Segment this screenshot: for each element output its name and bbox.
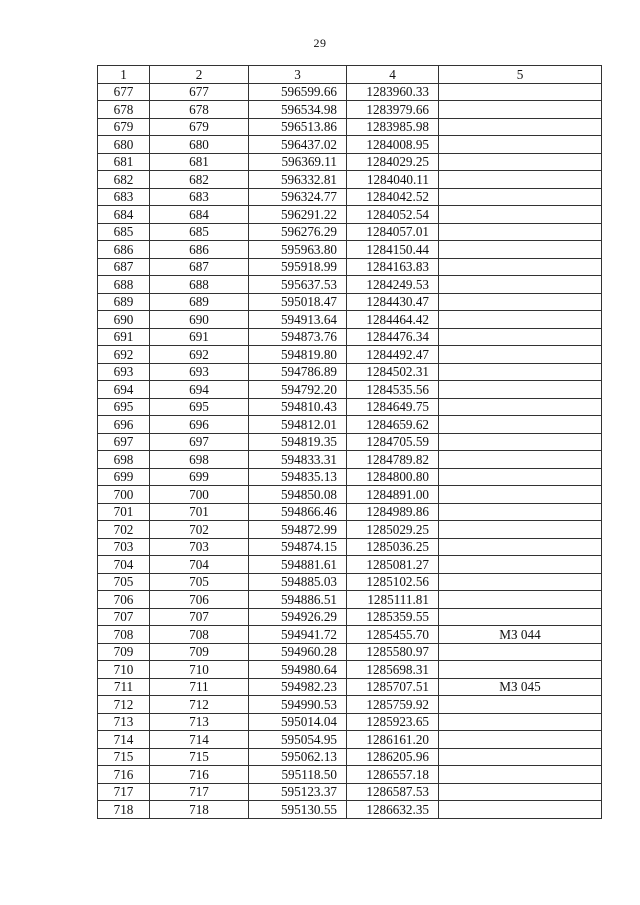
table-cell: 594850.08 (249, 486, 347, 504)
table-cell: 1284891.00 (347, 486, 439, 504)
table-cell: 594872.99 (249, 521, 347, 539)
table-cell: 710 (98, 661, 150, 679)
table-cell: 711 (150, 678, 249, 696)
table-cell: 704 (150, 556, 249, 574)
table-row (98, 783, 602, 801)
table-cell: 714 (98, 731, 150, 749)
table-cell: 677 (150, 83, 249, 101)
table-cell (439, 766, 602, 784)
table-cell: 717 (150, 783, 249, 801)
table-cell: 595018.47 (249, 293, 347, 311)
table-cell (439, 171, 602, 189)
table-cell: 679 (150, 118, 249, 136)
table-cell: 686 (150, 241, 249, 259)
table-cell: 718 (150, 801, 249, 819)
table-cell: 594873.76 (249, 328, 347, 346)
table-cell (439, 661, 602, 679)
table-cell: 595014.04 (249, 713, 347, 731)
table-row (98, 573, 602, 591)
table-cell: 595118.50 (249, 766, 347, 784)
table-cell (439, 486, 602, 504)
table-cell: 709 (150, 643, 249, 661)
table-cell: 1284476.34 (347, 328, 439, 346)
table-cell (439, 731, 602, 749)
table-cell (439, 801, 602, 819)
table-cell: 711 (98, 678, 150, 696)
table-cell: 677 (98, 83, 150, 101)
table-cell: 706 (150, 591, 249, 609)
table-cell (439, 783, 602, 801)
table-cell: 689 (98, 293, 150, 311)
table-cell: 685 (98, 223, 150, 241)
table-cell: 1283979.66 (347, 101, 439, 119)
table-cell (439, 556, 602, 574)
table-cell: 595918.99 (249, 258, 347, 276)
table-row (98, 713, 602, 731)
table-cell: 707 (150, 608, 249, 626)
table-row (98, 556, 602, 574)
table-cell: 682 (150, 171, 249, 189)
table-cell: 701 (98, 503, 150, 521)
table-cell: 596534.98 (249, 101, 347, 119)
table-cell (439, 346, 602, 364)
table-cell: 595130.55 (249, 801, 347, 819)
table-cell: 594812.01 (249, 416, 347, 434)
table-cell: 1284535.56 (347, 381, 439, 399)
table-cell: 594990.53 (249, 696, 347, 714)
table-cell: 1286587.53 (347, 783, 439, 801)
table-cell: 706 (98, 591, 150, 609)
table-cell: 1285707.51 (347, 678, 439, 696)
table-row (98, 398, 602, 416)
column-header: 3 (249, 66, 347, 84)
table-cell: 679 (98, 118, 150, 136)
table-cell: 594913.64 (249, 311, 347, 329)
table-cell: 1284502.31 (347, 363, 439, 381)
table-row (98, 521, 602, 539)
table-cell: 691 (98, 328, 150, 346)
table-cell: 697 (98, 433, 150, 451)
table-row (98, 591, 602, 609)
table-cell: 596513.86 (249, 118, 347, 136)
table-cell: 694 (150, 381, 249, 399)
table-cell: 594819.35 (249, 433, 347, 451)
table-cell: 695 (98, 398, 150, 416)
table-cell (439, 276, 602, 294)
table-cell: 687 (150, 258, 249, 276)
table-cell: 703 (98, 538, 150, 556)
table-cell: 700 (98, 486, 150, 504)
table-cell: 684 (98, 206, 150, 224)
table-cell (439, 118, 602, 136)
table-row (98, 643, 602, 661)
table-cell: 596332.81 (249, 171, 347, 189)
table-cell: 1284659.62 (347, 416, 439, 434)
table-cell: 1283985.98 (347, 118, 439, 136)
table-cell: 1284649.75 (347, 398, 439, 416)
table-cell: 688 (98, 276, 150, 294)
table-cell: 1284008.95 (347, 136, 439, 154)
table-row (98, 503, 602, 521)
table-cell: 594810.43 (249, 398, 347, 416)
table-row (98, 136, 602, 154)
table-cell: 594926.29 (249, 608, 347, 626)
table-cell: 681 (150, 153, 249, 171)
table-cell: 1285102.56 (347, 573, 439, 591)
table-cell: 697 (150, 433, 249, 451)
table-cell: 594792.20 (249, 381, 347, 399)
table-cell (439, 468, 602, 486)
table-cell: 684 (150, 206, 249, 224)
table-cell (439, 713, 602, 731)
table-cell (439, 381, 602, 399)
table-cell: 1284040.11 (347, 171, 439, 189)
table-cell: 717 (98, 783, 150, 801)
table-cell (439, 206, 602, 224)
column-header: 1 (98, 66, 150, 84)
table-cell: 693 (150, 363, 249, 381)
table-cell: 1285359.55 (347, 608, 439, 626)
table-row (98, 276, 602, 294)
table-cell: 1284163.83 (347, 258, 439, 276)
table-cell: 594885.03 (249, 573, 347, 591)
table-cell (439, 328, 602, 346)
table-row (98, 346, 602, 364)
table-cell: 1286632.35 (347, 801, 439, 819)
table-cell (439, 748, 602, 766)
table-cell: 678 (98, 101, 150, 119)
table-cell: 710 (150, 661, 249, 679)
table-cell: 1286205.96 (347, 748, 439, 766)
table-cell: 699 (150, 468, 249, 486)
table-cell: 702 (150, 521, 249, 539)
table-cell: 596276.29 (249, 223, 347, 241)
column-header: 2 (150, 66, 249, 84)
table-cell: 678 (150, 101, 249, 119)
table-cell: 718 (98, 801, 150, 819)
table-cell: 1284249.53 (347, 276, 439, 294)
table-cell: 693 (98, 363, 150, 381)
table-cell: 594874.15 (249, 538, 347, 556)
table-cell: 715 (150, 748, 249, 766)
table-cell: 1286557.18 (347, 766, 439, 784)
table-cell: 1284492.47 (347, 346, 439, 364)
table-cell (439, 433, 602, 451)
table-cell: 685 (150, 223, 249, 241)
table-row (98, 626, 602, 644)
table-cell (439, 223, 602, 241)
table-cell: 702 (98, 521, 150, 539)
table-row (98, 258, 602, 276)
table-cell: 594960.28 (249, 643, 347, 661)
table-cell (439, 451, 602, 469)
table-cell (439, 591, 602, 609)
table-cell: 683 (98, 188, 150, 206)
table-cell: 594881.61 (249, 556, 347, 574)
table-cell (439, 136, 602, 154)
table-row (98, 416, 602, 434)
table-cell: 595054.95 (249, 731, 347, 749)
column-header: 5 (439, 66, 602, 84)
table-cell: 594982.23 (249, 678, 347, 696)
table-cell: 713 (150, 713, 249, 731)
table-cell: 680 (150, 136, 249, 154)
table-row (98, 83, 602, 101)
table-cell (439, 416, 602, 434)
table-cell: 1284705.59 (347, 433, 439, 451)
table-row (98, 153, 602, 171)
table-cell: 691 (150, 328, 249, 346)
table-cell (439, 643, 602, 661)
table-row (98, 171, 602, 189)
table-cell: 692 (98, 346, 150, 364)
table-cell: 689 (150, 293, 249, 311)
table-cell (439, 538, 602, 556)
table-cell (439, 521, 602, 539)
table-cell: 596324.77 (249, 188, 347, 206)
table-cell (439, 696, 602, 714)
table-row (98, 748, 602, 766)
table-row (98, 223, 602, 241)
table-cell: 705 (98, 573, 150, 591)
table-cell: МЗ 045 (439, 678, 602, 696)
table-cell: 713 (98, 713, 150, 731)
table-cell: 1285036.25 (347, 538, 439, 556)
table-row (98, 241, 602, 259)
table-cell: 682 (98, 171, 150, 189)
table-row (98, 188, 602, 206)
table-cell: 1285081.27 (347, 556, 439, 574)
page-number: 29 (313, 36, 327, 50)
table-cell (439, 153, 602, 171)
table-cell: 1284430.47 (347, 293, 439, 311)
table-row (98, 118, 602, 136)
table-row (98, 433, 602, 451)
table-cell: 698 (150, 451, 249, 469)
table-cell: 698 (98, 451, 150, 469)
table-row (98, 206, 602, 224)
table-cell (439, 608, 602, 626)
table-cell (439, 83, 602, 101)
table-row (98, 661, 602, 679)
table-cell: 712 (98, 696, 150, 714)
table-cell: 714 (150, 731, 249, 749)
table-cell: 699 (98, 468, 150, 486)
table-row (98, 328, 602, 346)
table-row (98, 101, 602, 119)
table-cell: 594786.89 (249, 363, 347, 381)
table-cell: 594833.31 (249, 451, 347, 469)
table-cell: 1285111.81 (347, 591, 439, 609)
table-cell: 1285759.92 (347, 696, 439, 714)
table-cell: 1285029.25 (347, 521, 439, 539)
table-cell: 1285580.97 (347, 643, 439, 661)
table-cell: МЗ 044 (439, 626, 602, 644)
table-cell: 1284989.86 (347, 503, 439, 521)
table-row (98, 766, 602, 784)
table-cell: 594886.51 (249, 591, 347, 609)
table-cell (439, 258, 602, 276)
table-cell: 1284052.54 (347, 206, 439, 224)
table-cell: 1284800.80 (347, 468, 439, 486)
table-cell: 705 (150, 573, 249, 591)
table-cell: 595963.80 (249, 241, 347, 259)
table-cell: 1284057.01 (347, 223, 439, 241)
table-cell: 680 (98, 136, 150, 154)
column-header: 4 (347, 66, 439, 84)
table-cell: 595637.53 (249, 276, 347, 294)
table-cell (439, 363, 602, 381)
table-cell: 712 (150, 696, 249, 714)
table-cell: 707 (98, 608, 150, 626)
table-cell: 594941.72 (249, 626, 347, 644)
table-cell: 1284042.52 (347, 188, 439, 206)
table-cell: 692 (150, 346, 249, 364)
table-cell (439, 188, 602, 206)
table-cell: 596599.66 (249, 83, 347, 101)
table-cell: 709 (98, 643, 150, 661)
table-cell: 596369.11 (249, 153, 347, 171)
table-cell: 696 (150, 416, 249, 434)
table-row (98, 293, 602, 311)
table-cell: 1285698.31 (347, 661, 439, 679)
table-row (98, 381, 602, 399)
table-cell: 716 (150, 766, 249, 784)
table-row (98, 486, 602, 504)
table-cell: 1284464.42 (347, 311, 439, 329)
table-cell: 708 (98, 626, 150, 644)
table-cell: 595123.37 (249, 783, 347, 801)
table-cell: 696 (98, 416, 150, 434)
table-cell: 1284150.44 (347, 241, 439, 259)
table-row (98, 608, 602, 626)
table-row (98, 731, 602, 749)
table-cell: 1285923.65 (347, 713, 439, 731)
coordinates-table (97, 65, 602, 819)
table-cell: 716 (98, 766, 150, 784)
table-cell (439, 503, 602, 521)
table-cell: 594835.13 (249, 468, 347, 486)
table-cell: 690 (98, 311, 150, 329)
table-cell: 708 (150, 626, 249, 644)
table-cell: 1286161.20 (347, 731, 439, 749)
table-cell: 596437.02 (249, 136, 347, 154)
table-cell: 1284789.82 (347, 451, 439, 469)
table-cell: 704 (98, 556, 150, 574)
table-cell: 1283960.33 (347, 83, 439, 101)
table-row (98, 451, 602, 469)
table-cell (439, 241, 602, 259)
table-row (98, 468, 602, 486)
table-cell: 594866.46 (249, 503, 347, 521)
table-cell: 687 (98, 258, 150, 276)
table-row (98, 311, 602, 329)
table-cell: 715 (98, 748, 150, 766)
table-cell: 596291.22 (249, 206, 347, 224)
table-cell: 695 (150, 398, 249, 416)
table-cell (439, 311, 602, 329)
table-cell: 703 (150, 538, 249, 556)
table-cell: 594980.64 (249, 661, 347, 679)
table-cell: 690 (150, 311, 249, 329)
table-cell: 595062.13 (249, 748, 347, 766)
table-cell: 688 (150, 276, 249, 294)
table-cell (439, 293, 602, 311)
table-body (98, 83, 602, 818)
table-row (98, 678, 602, 696)
table-cell: 701 (150, 503, 249, 521)
table-cell: 681 (98, 153, 150, 171)
table-cell: 1285455.70 (347, 626, 439, 644)
table-cell: 694 (98, 381, 150, 399)
table-row (98, 363, 602, 381)
table-cell: 700 (150, 486, 249, 504)
table-cell: 1284029.25 (347, 153, 439, 171)
table-row (98, 696, 602, 714)
table-cell (439, 398, 602, 416)
table-cell: 686 (98, 241, 150, 259)
table-cell: 594819.80 (249, 346, 347, 364)
table-cell (439, 101, 602, 119)
table-row (98, 538, 602, 556)
table-cell (439, 573, 602, 591)
table-header-row (98, 66, 602, 84)
table-cell: 683 (150, 188, 249, 206)
table-row (98, 801, 602, 819)
